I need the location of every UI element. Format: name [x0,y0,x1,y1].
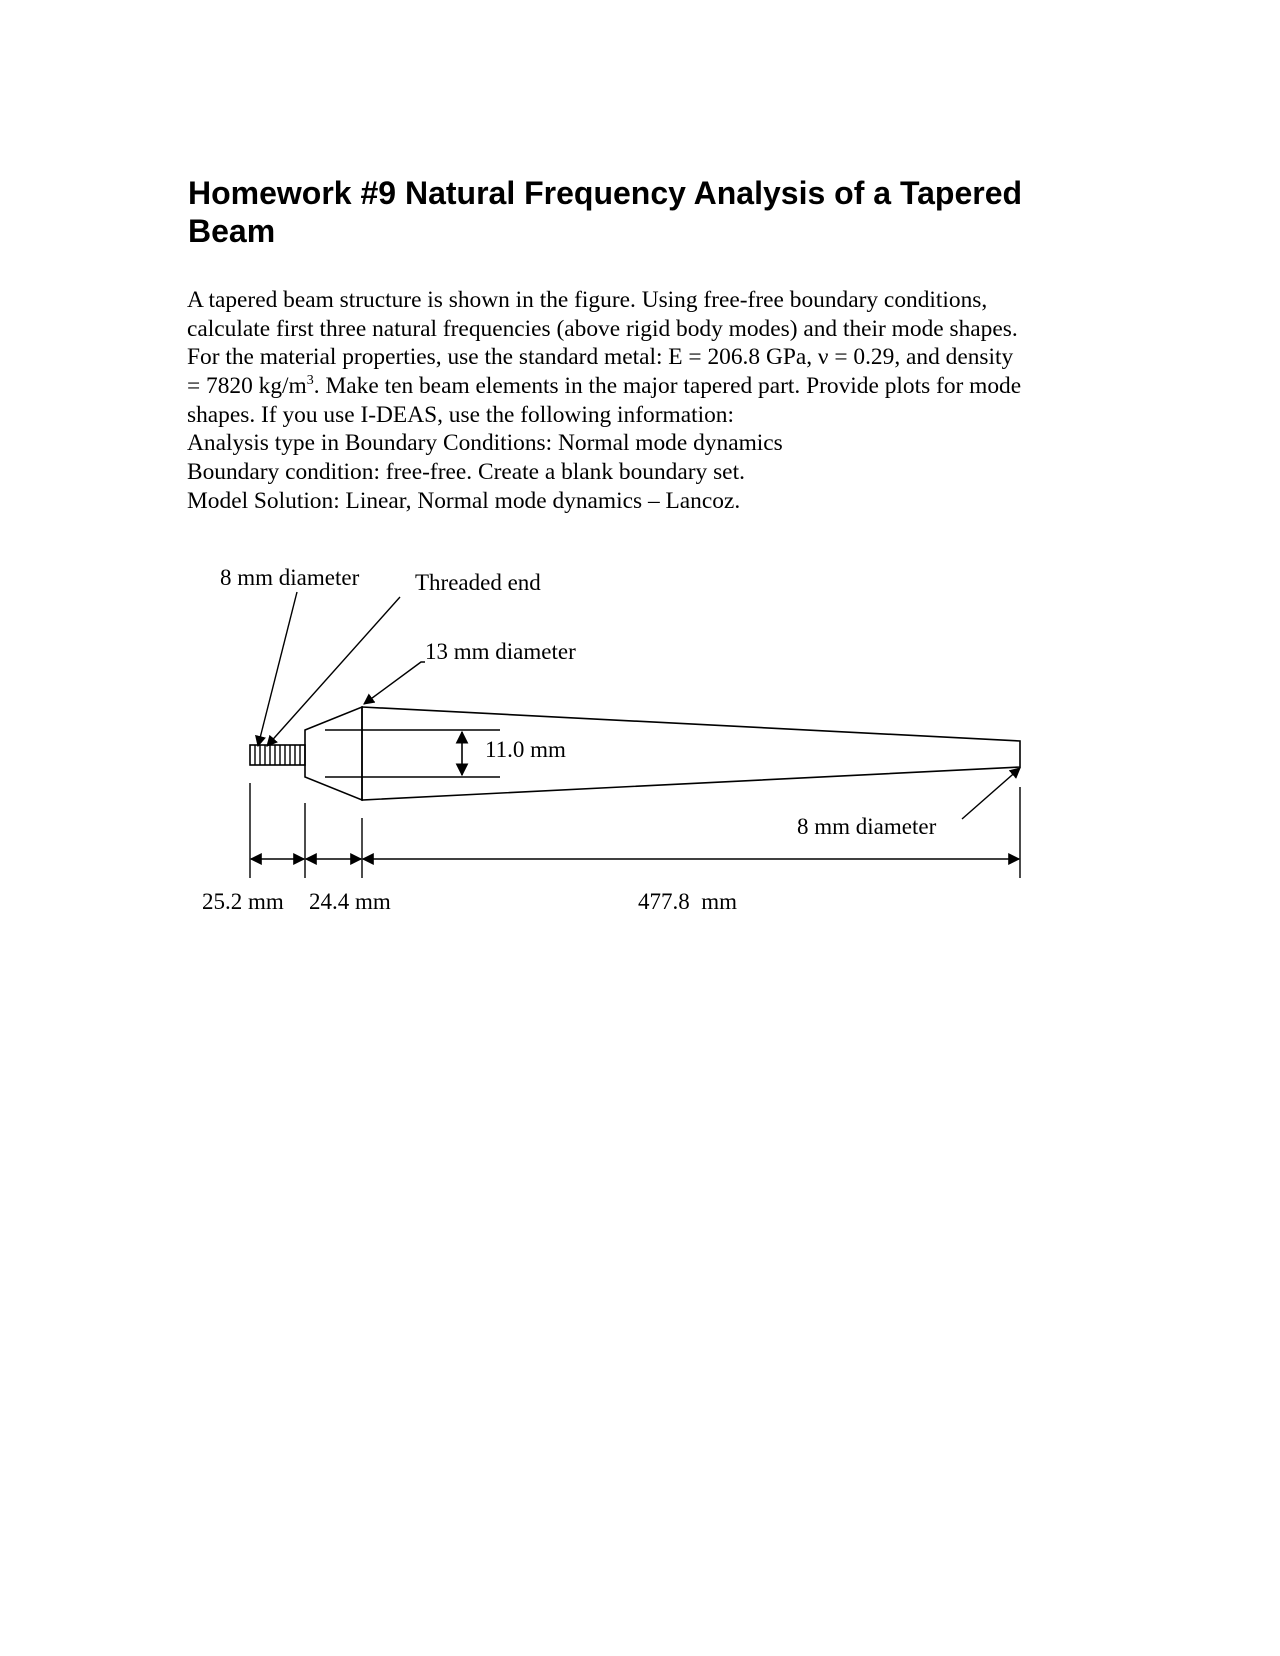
tapered-beam-figure [0,540,1280,920]
statement-line-1: A tapered beam structure is shown in the figure. Using free-free boundary conditions, [187,287,988,313]
statement-line-3: For the material properties, use the standard metal: E = 206.8 GPa, ν = 0.29, and density [187,344,1014,371]
threaded-end-label: Threaded end [415,570,541,595]
density-exponent: 3 [306,373,314,389]
statement-line-8: Model Solution: Linear, Normal mode dynamics – Lancoz. [187,487,741,514]
statement-line-2: calculate first three natural frequencies (above rigid body modes) and their mode shapes. [187,315,1018,342]
statement-line-5: shapes. If you use I-DEAS, use the following information: [187,401,734,428]
statement-line-4-rest: . Make ten beam elements in the major tapered part. Provide plots for mode [313,373,1022,400]
collar-length-label: 24.4 mm [309,889,391,914]
problem-statement [187,286,1187,516]
tip-diameter-label: 8 mm diameter [797,814,937,839]
tapered-section-shape [362,707,1020,800]
taper-length-label: 477.8 mm [638,889,738,914]
statement-line-4 [187,372,1187,401]
inner-height-label: 11.0 mm [485,737,566,762]
thread-length-label: 25.2 mm [202,889,284,914]
density-value: = 7820 kg/m [187,373,307,400]
collar-shape [305,707,500,800]
page-title: Homework #9 Natural Frequency Analysis of a Tapered Beam [188,175,1023,249]
leader-lines [258,592,1020,819]
threaded-end-shape [250,745,305,765]
small-diameter-label: 8 mm diameter [220,565,360,590]
statement-line-6: Analysis type in Boundary Conditions: Normal mode dynamics [187,430,783,457]
statement-line-7: Boundary condition: free-free. Create a blank boundary set. [187,459,745,486]
mid-diameter-label: 13 mm diameter [425,639,576,664]
